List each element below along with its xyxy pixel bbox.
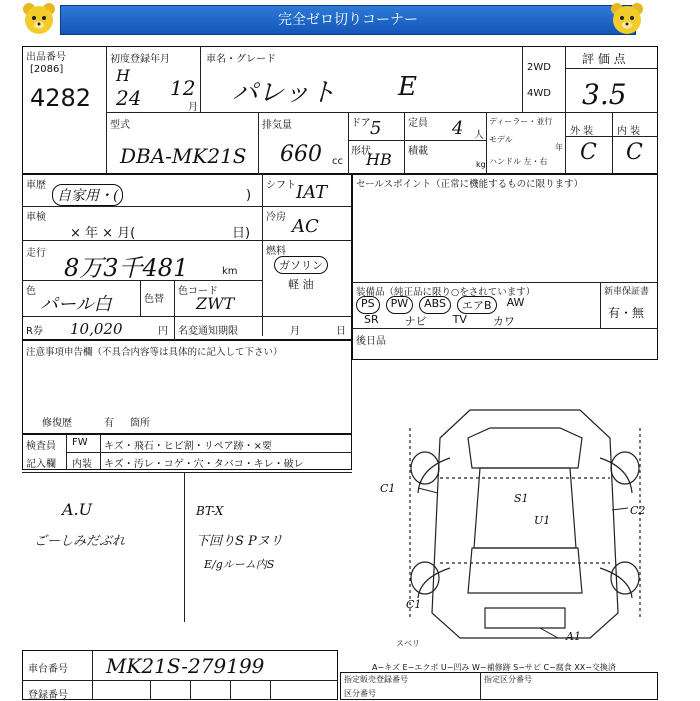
transfer-label: 名変通知期限 bbox=[178, 326, 238, 337]
recycle-label: R券 bbox=[26, 326, 43, 337]
year-unit: 年 bbox=[555, 143, 563, 152]
equip-sr: SR bbox=[364, 313, 379, 326]
shift-value: IAT bbox=[296, 182, 328, 203]
equip-airbag: エアB bbox=[457, 296, 497, 314]
exterior-grade: C bbox=[580, 140, 597, 165]
rating-label: 評 価 点 bbox=[582, 52, 626, 66]
color-label: 色 bbox=[26, 286, 36, 297]
km-unit: km bbox=[222, 266, 238, 277]
fuel-label: 燃料 bbox=[266, 246, 286, 257]
registration-label: 登録番号 bbox=[28, 690, 68, 701]
history-label: 車歴 bbox=[26, 180, 46, 191]
kg-unit: kg bbox=[476, 160, 486, 169]
repair-value: 有 bbox=[104, 418, 114, 429]
displacement-label: 排気量 bbox=[262, 120, 292, 131]
damage-legend: A−キズ E−エクボ U−凹み W−補修跡 S−サビ C−腐食 XX−交換済 bbox=[372, 663, 616, 672]
color-value: パール白 bbox=[40, 294, 112, 315]
interior-insp-label: 内装 bbox=[72, 459, 92, 470]
new-record-value: 有・無 bbox=[608, 306, 645, 320]
equip-navi: ナビ bbox=[404, 315, 427, 328]
displacement-value: 660 bbox=[280, 142, 322, 167]
mascot-bear-left-icon bbox=[20, 0, 58, 38]
inspection-day: 日) bbox=[232, 226, 251, 241]
comment-right-1: BT-X bbox=[196, 504, 224, 518]
comment-left-1: A.U bbox=[62, 500, 93, 519]
yen-unit: 円 bbox=[158, 326, 168, 337]
banner-title: 完全ゼロ切りコーナー bbox=[60, 5, 636, 35]
mascot-bear-right-icon bbox=[608, 0, 646, 38]
shape-label: 形状 bbox=[351, 146, 371, 157]
entry-label: 記入欄 bbox=[26, 459, 56, 470]
lot-label: 出品番号 bbox=[26, 52, 66, 63]
rating-value: 3.5 bbox=[582, 78, 627, 111]
repair-bracket: 箇所 bbox=[130, 418, 150, 429]
new-record-label: 新車保証書 bbox=[604, 287, 650, 297]
diagram-u1: U1 bbox=[534, 514, 551, 527]
person-unit: 人 bbox=[474, 130, 484, 141]
comment-right-2: 下回りS Pヌリ bbox=[196, 534, 283, 549]
cc-unit: cc bbox=[332, 156, 343, 167]
equip-pw: PW bbox=[386, 296, 414, 314]
comment-right-3: E/gルーム内S bbox=[204, 558, 275, 571]
aircon-label: 冷房 bbox=[266, 212, 286, 223]
fuel-value: ガソリン bbox=[274, 256, 328, 274]
equip-ps: PS bbox=[356, 296, 380, 314]
history-value-wrap bbox=[52, 184, 123, 206]
fw-label: FW bbox=[72, 437, 88, 448]
equipment-row-2 bbox=[364, 313, 515, 329]
equip-abs: ABS bbox=[419, 296, 451, 314]
first-reg-month: 12 bbox=[170, 76, 196, 100]
interior-items: キズ・汚レ・コゲ・穴・タバコ・キレ・破レ bbox=[104, 459, 304, 470]
recycle-value: 10,020 bbox=[70, 320, 123, 338]
color-code-label: 色コード bbox=[178, 286, 218, 297]
rear-seat-label: 後日品 bbox=[356, 336, 386, 347]
mileage-label: 走行 bbox=[26, 248, 46, 259]
interior-label: 内 装 bbox=[617, 126, 641, 137]
diagram-c1-top: C1 bbox=[380, 482, 396, 495]
equipment-row-1 bbox=[356, 296, 528, 314]
form-label-3: 区分番号 bbox=[344, 689, 376, 698]
model-year-label: モデル bbox=[489, 135, 513, 144]
color-change-label: 色替 bbox=[144, 294, 164, 305]
aircon-value: AC bbox=[292, 216, 319, 237]
lot-sub: [2086] bbox=[30, 64, 64, 75]
color-code-value: ZWT bbox=[196, 294, 235, 313]
load-label: 積載 bbox=[408, 146, 428, 157]
form-label-2: 指定区分番号 bbox=[484, 675, 532, 684]
inspection-label: 車検 bbox=[26, 212, 46, 223]
diagram-s1: S1 bbox=[514, 492, 529, 505]
chassis-value: MK21S-279199 bbox=[106, 654, 265, 678]
drive-4wd: 4WD bbox=[527, 88, 551, 99]
shift-label: シフト bbox=[266, 180, 296, 191]
equip-aw: AW bbox=[506, 296, 525, 309]
mileage-value: 8万3千481 bbox=[64, 254, 189, 282]
first-reg-label: 初度登録年月 bbox=[110, 54, 170, 65]
form-label-1: 指定販売登録番号 bbox=[344, 675, 408, 684]
car-damage-diagram bbox=[390, 398, 660, 648]
doors-value: 5 bbox=[370, 118, 382, 139]
capacity-label: 定員 bbox=[408, 118, 428, 129]
exterior-label: 外 装 bbox=[570, 126, 594, 137]
capacity-value: 4 bbox=[452, 118, 464, 139]
history-value: 自家用・( bbox=[52, 184, 123, 206]
equip-leather: カワ bbox=[492, 315, 515, 328]
comment-left-2: ごーしみだぶれ bbox=[34, 534, 126, 549]
interior-grade: C bbox=[626, 140, 643, 165]
model-value: DBA-MK21S bbox=[120, 144, 247, 168]
diagram-c2: C2 bbox=[630, 504, 646, 517]
lot-number: 4282 bbox=[30, 84, 92, 112]
diagram-sub-label: スベリ bbox=[396, 639, 420, 648]
first-reg-era: H bbox=[116, 66, 130, 85]
dealer-label: ディーラー・並行 bbox=[489, 117, 553, 126]
equipment-label: 装備品（純正品に限り○をされています） bbox=[356, 287, 536, 298]
car-grade: E bbox=[398, 72, 417, 102]
first-reg-year: 24 bbox=[116, 86, 142, 110]
equip-tv: TV bbox=[452, 313, 467, 326]
fw-items: キズ・飛石・ヒビ割・リペア跡・×要 bbox=[104, 441, 272, 452]
sales-point-label: セールスポイント（正常に機能するものに限ります） bbox=[356, 179, 584, 190]
sales-block bbox=[352, 174, 658, 360]
car-name: パレット bbox=[232, 78, 336, 108]
diagram-c1-bottom: C1 bbox=[406, 598, 422, 611]
transfer-month: 月 bbox=[290, 326, 300, 337]
notes-label: 注意事項申告欄（不具合内容等は具体的に記入して下さい） bbox=[26, 347, 283, 358]
shape-value: HB bbox=[366, 150, 392, 169]
transfer-day: 日 bbox=[336, 326, 346, 337]
doors-label: ドア bbox=[351, 118, 371, 129]
drive-2wd: 2WD bbox=[527, 62, 551, 73]
chassis-label: 車台番号 bbox=[28, 664, 68, 675]
inspector-label: 検査員 bbox=[26, 441, 56, 452]
month-unit: 月 bbox=[188, 102, 198, 113]
diagram-a1: A1 bbox=[566, 630, 581, 643]
fuel-light: 軽 油 bbox=[288, 278, 314, 291]
handle-label: ハンドル 左・右 bbox=[489, 157, 548, 166]
car-name-label: 車名・グレード bbox=[206, 54, 276, 65]
inspection-value: × 年 × 月( bbox=[70, 226, 136, 241]
repair-label: 修復歴 bbox=[42, 418, 72, 429]
fuel-value-wrap bbox=[274, 256, 328, 274]
history-close: ) bbox=[246, 188, 252, 203]
model-label: 型式 bbox=[110, 120, 130, 131]
